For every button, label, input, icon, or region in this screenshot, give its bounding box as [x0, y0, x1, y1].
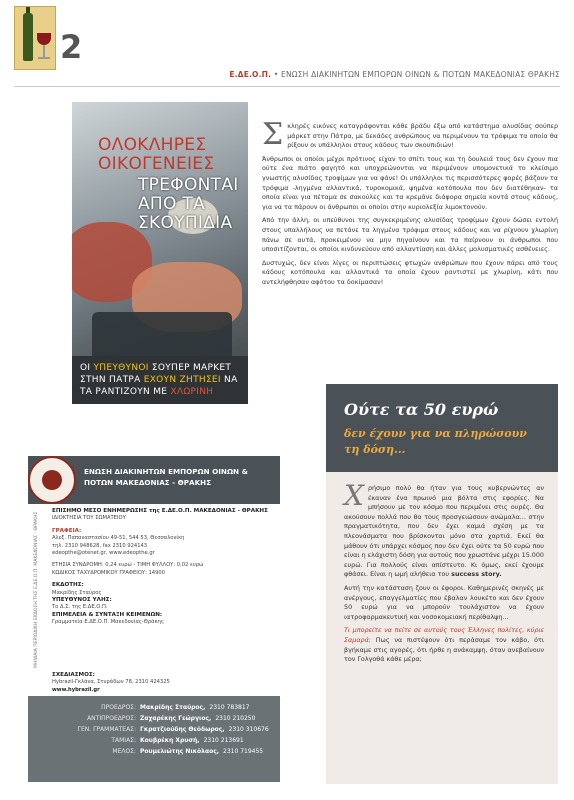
hero-title-white: ΤΡΕΦΟΝΤΑΙ ΑΠΟ ΤΑ ΣΚΟΥΠΙΔΙΑ	[138, 175, 239, 233]
publication-title: Ε.ΔΕ.Ο.Π. • ΕΝΩΣΗ ΔΙΑΚΙΝΗΤΩΝ ΕΜΠΟΡΩΝ ΟΙΝΩΝ & ΠΟΤΩΝ ΜΑΚΕΔΟΝΙΑΣ ΘΡΑΚΗΣ	[229, 70, 560, 79]
board-row: ΑΝΤΙΠΡΟΕΔΡΟΣ: Ζαχαρέκης Γεώργιος, 2310 210250	[87, 715, 256, 722]
board-row: ΠΡΟΕΔΡΟΣ: Μακρίδης Σταύρος, 2310 783817	[101, 704, 250, 711]
sidebar-highlight: Τι μπορείτε να πείτε σε αυτούς τους Έλληνες πολίτες, κύριε Σαμαρά;	[344, 626, 544, 644]
masthead-details: ΕΠΙΣΗΜΟ ΜΕΣΟ ΕΝΗΜΕΡΩΣΗΣ της Ε.ΔΕ.Ο.Π. ΜΑΚΕΔΟΝΙΑΣ - ΘΡΑΚΗΣ ΙΔΙΟΚΤΗΣΙΑ ΤΟΥ ΣΩΜΑΤΕΙΟΥ ΓΡΑΦΕΙΑ: Αλεξ. Παπαναστασίου 49-51, 544 53, Θεσσαλονίκη τηλ. 2310 948628, fax 2310 924143 edeopthe@otenet.gr, www.edeopthe.gr ΕΤΗΣΙΑ ΣΥΝΔΡΟΜΗ: 0,24 ευρώ - ΤΙΜΗ ΦΥΛΛΟΥ: 0,02 ευρώ ΚΩΔΙΚΟΣ ΤΑΧΥΔΡΟΜΙΚΟΥ ΓΡΑΦΕΙΟΥ: 14900 ΕΚΔΟΤΗΣ: Μακρίδης Σταύρος ΥΠΕΥΘΥΝΟΣ ΥΛΗΣ: Το Δ.Σ. της Ε.ΔΕ.Ο.Π. ΕΠΙΜΕΛΕΙΑ & ΣΥΝΤΑΞΗ ΚΕΙΜΕΝΩΝ: Γραμματεία Ε.ΔΕ.Ο.Π. Μακεδονίας-Θράκης	[52, 508, 268, 626]
sidebar-subtitle: δεν έχουν για να πληρώσουν τη δόση...	[344, 427, 527, 456]
article-paragraph: κληρές εικόνες καταγράφονται κάθε βράδυ έξω από κατάστημα αλυσίδας σούπερ μάρκετ στην Πάτρα, με δεκάδες ανθρώπους να περιμένουν τα τρόφιμα τα οποία θα ρίξουν οι υπάλληλοι στους κάδους των σκουπιδιών!	[287, 122, 558, 150]
board-row: ΤΑΜΙΑΣ: Κουβρέκη Χρυσή, 2310 213691	[111, 737, 244, 744]
sidebar-title: Ούτε τα 50 ευρώ	[344, 400, 499, 419]
board-members	[28, 696, 280, 782]
association-title: ΕΝΩΣΗ ΔΙΑΚΙΝΗΤΩΝ ΕΜΠΟΡΩΝ ΟΙΝΩΝ & ΠΟΤΩΝ ΜΑΚΕΔΟΝΙΑΣ - ΘΡΑΚΗΣ	[84, 467, 248, 487]
article-paragraph: Από την άλλη, οι υπεύθυνοι της συγκεκριμένης αλυσίδας τροφίμων έχουν δώσει εντολή στους υπαλλήλους να πετάνε τα ληγμένα τρόφιμα στους κάδους και να ρίχνουν χλωρίνη πάνω σε αυτά, προκειμένου να μην πηγαίνουν και τα παίρνουν οι άνθρωποι που υποσιτίζονται, οι οποίοι κινδυνεύουν από αλλαντίαση και άλλες μολυσματικές ασθένειες.	[262, 216, 558, 254]
hero-caption: ΟΙ ΥΠΕΥΘΥΝΟΙ ΣΟΥΠΕΡ ΜΑΡΚΕΤ ΣΤΗΝ ΠΑΤΡΑ ΕΧΟΥΝ ΖΗΤΗΣΕΙ ΝΑ ΤΑ ΡΑΝΤΙΖΟΥΝ ΜΕ ΧΛΩΡΙΝΗ	[72, 356, 248, 404]
hero-title-red: ΟΛΟΚΛΗΡΕΣ ΟΙΚΟΓΕΝΕΙΕΣ	[98, 135, 215, 174]
main-article	[262, 117, 558, 292]
header-divider	[14, 86, 560, 87]
masthead-box	[28, 456, 280, 782]
sidebar-paragraph: Αυτή την κατάσταση ζουν οι έφοροι. Καθημερινές σκηνές με ανέργους, επαγγελματίες που έβαλαν λουκέτο και δεν έχουν 50 ευρώ για να μπορούν τουλάχιστον να έχουν ιατροφαρμακευτική και νοσοκομειακή περίθαλψη...	[344, 583, 544, 621]
sidebar-dropcap: Χ	[344, 479, 364, 512]
sidebar-body: Χρήσιμο πολύ θα ήταν για τους κυβερνώντες αν έκαναν ένα πρωινό μια βόλτα στις εφορίες. Να μπήσουν με τον κόσμο που περιμένει στις ουρές. Θα ακούσουν πολλά που θα τους προσγειώσουν ανώμαλα... στην πραγματικότητα, που δεν έχει καμιά σχέση με τα πλεονάσματα που βρίσκονται μόνο στα χαρτιά. Εκεί θα μάθουν ότι υπάρχει κόσμος που δεν έχει ούτε τα 50 ευρώ που είναι η ελάχιστη δόση για αυτούς που χρωστάνε μέχρι 15.000 ευρώ. Για πολλούς είναι απίστευτο. Κι όμως, εκεί έχουμε φθάσει. Είναι η ωμή αλήθεια του success story. Αυτή την κατάσταση ζουν οι έφοροι. Καθημερινές σκηνές με ανέργους, επαγγελματίες που έβαλαν λουκέτο και δεν έχουν 50 ευρώ για να μπορούν τουλάχιστον να έχουν ιατροφαρμακευτική και νοσοκομειακή περίθαλψη... Τι μπορείτε να πείτε σε αυτούς τους Έλληνες πολίτες, κύριε Σαμαρά; Πως να πιστέψουν ότι περάσαμε τον κάβο, ότι βγήκαμε στις αγορές, ότι ήρθε η ανάκαμψη, όταν ανεβαίνουν τον Γολγοθά κάθε μέρα;	[344, 479, 544, 664]
association-name: ΕΝΩΣΗ ΔΙΑΚΙΝΗΤΩΝ ΕΜΠΟΡΩΝ ΟΙΝΩΝ & ΠΟΤΩΝ ΜΑΚΕΔΟΝΙΑΣ ΘΡΑΚΗΣ	[281, 70, 560, 79]
page-header	[0, 0, 574, 88]
design-credits: ΣΧΕΔΙΑΣΜΟΣ: Hybrazil-Γκλάνα, Στυράδων 78, 2310 424325 www.hybrazil.gr	[52, 672, 280, 694]
hero-image	[72, 102, 248, 394]
sidebar-header	[326, 384, 558, 472]
article-dropcap: Σ	[262, 117, 284, 152]
article-paragraph: Δυστυχώς, δεν είναι λίγες οι περιπτώσεις φτωχών ανθρώπων που έχουν πάρει από τους κάδους κοτόπουλα και αλλαντικά τα οποία έχουν ραντιστεί με χλωρίνη, κάτι που αντελήφθησαν αφότου τα δοκίμασαν!	[262, 258, 558, 286]
design-url: www.hybrazil.gr	[52, 686, 100, 693]
wine-bottle-icon	[14, 6, 56, 70]
association-logo-icon	[28, 456, 76, 504]
vertical-side-text: ΜΗΝΙΑΙΑ ΠΕΡΙΟΔΙΚΗ ΕΚΔΟΣΗ ΤΗΣ Ε.ΔΕ.Ο.Π. ΜΑΚΕΔΟΝΙΑΣ - ΘΡΑΚΗΣ	[34, 511, 39, 668]
sidebar-article	[326, 384, 558, 784]
article-paragraph: Άνθρωποι οι οποίοι μέχρι πρότινος είχαν το σπίτι τους και τη δουλειά τους δεν έχουν πια ούτε ένα πιάτο φαγητό και υποχρεώνονται να περιμένουν υπομονετικά το κλείσιμο γνωστής αλυσίδας τροφίμων για να φάνε! Οι υπάλληλοι τις περισσότερες φορές βάζουν τα τρόφιμα -ληγμένα αλλαντικά, τυροκομικά, ψημένα κοτόπουλα που δεν διατέθηκαν- τα οποία είναι για πέταμα σε σακούλες και τα κρεμάνε διάφορα σημεία κοντά στους κάδους, για να τα πάρουν οι άνθρωποι οι οποίοι στην κυριολεξία λιμοκτονούν.	[262, 154, 558, 211]
page-number: 2	[60, 28, 83, 66]
board-row: ΓΕΝ. ΓΡΑΜΜΑΤΕΑΣ: Γκρατζιούδης Θεόδωρος, 2310 310676	[77, 726, 269, 733]
brand-label: Ε.ΔΕ.Ο.Π.	[229, 70, 272, 79]
board-row: ΜΕΛΟΣ: Ρουμελιώτης Νικόλαος, 2310 719455	[112, 748, 264, 755]
